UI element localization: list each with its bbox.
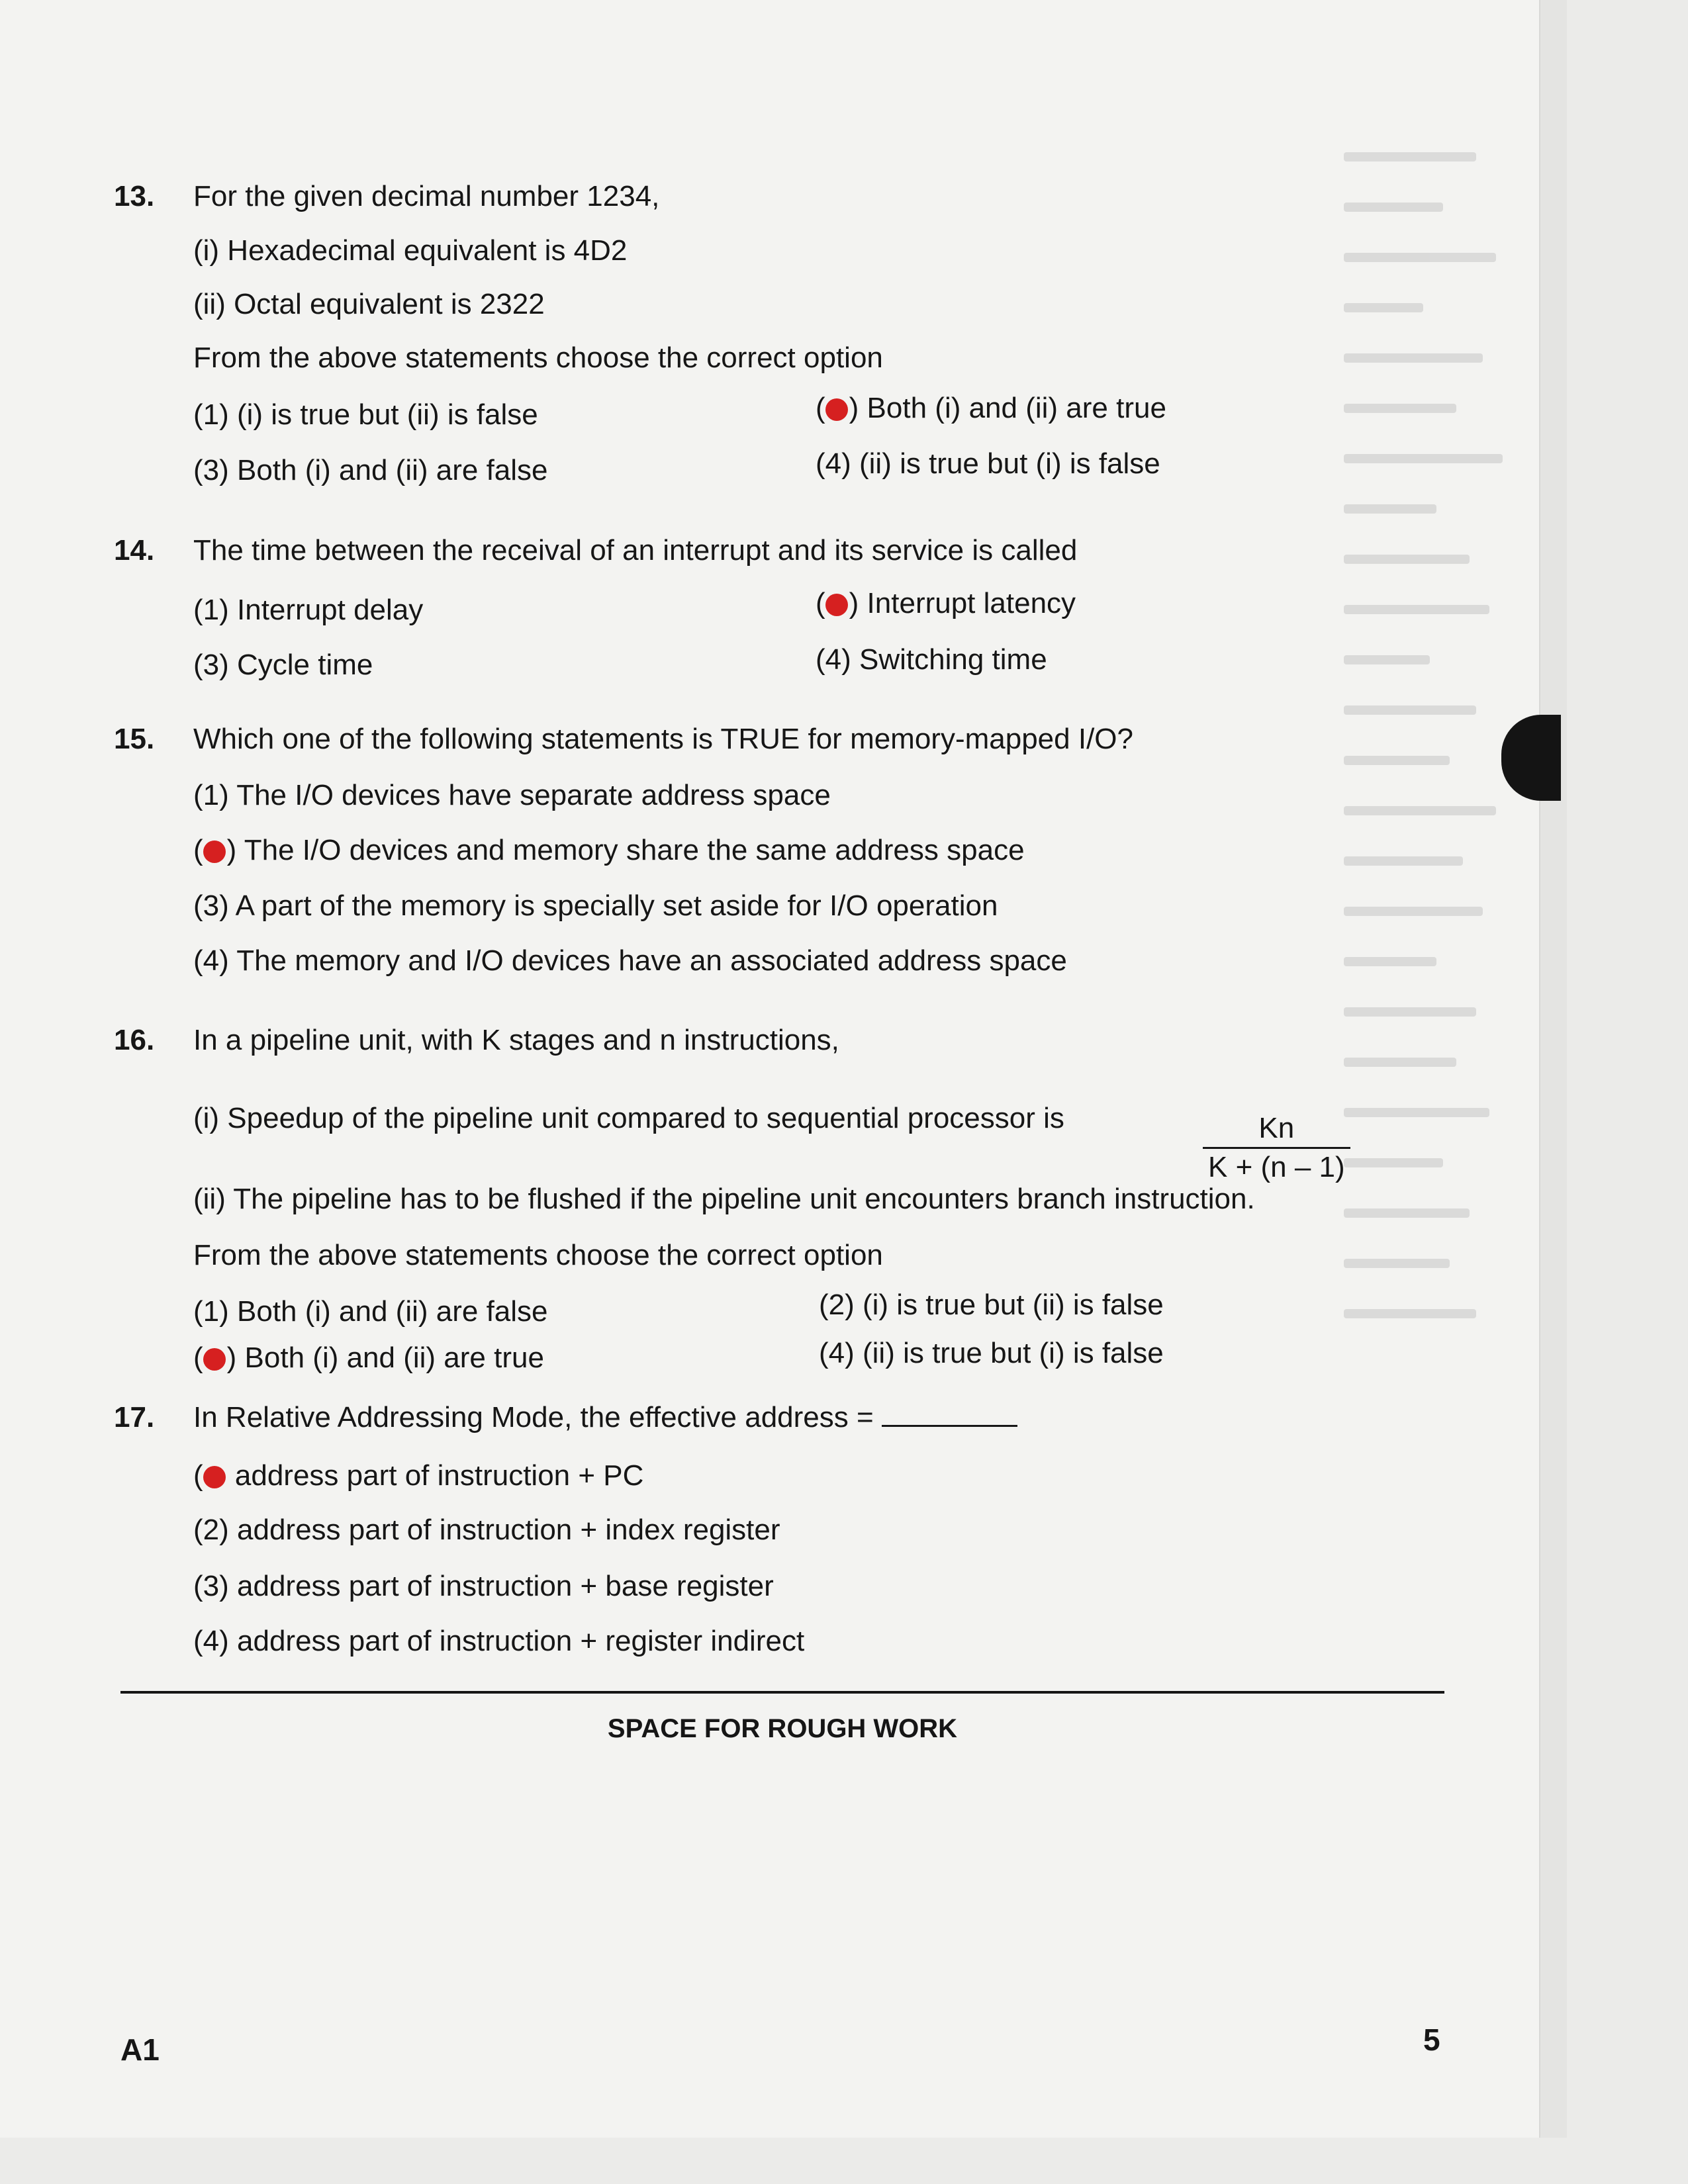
option-4[interactable]: (4) (ii) is true but (i) is false — [819, 1337, 1164, 1369]
instruction-line: From the above statements choose the correct option — [193, 1239, 883, 1271]
rough-work-divider — [120, 1691, 1444, 1694]
instruction-line: From the above statements choose the correct option — [193, 341, 883, 374]
option-1[interactable]: (1) Both (i) and (ii) are false — [193, 1295, 548, 1328]
answer-blank — [882, 1402, 1017, 1427]
option-2-marked[interactable]: ( ) Both (i) and (ii) are true — [816, 392, 1166, 424]
question-stem: In Relative Addressing Mode, the effective address = — [193, 1400, 1017, 1435]
option-3[interactable]: (3) Both (i) and (ii) are false — [193, 454, 548, 486]
answer-mark — [825, 398, 848, 421]
option-2-marked[interactable]: ( ) Interrupt latency — [816, 587, 1076, 619]
answer-mark — [203, 841, 226, 863]
statement-ii: (ii) The pipeline has to be flushed if the pipeline unit encounters branch instruction. — [193, 1183, 1255, 1215]
option-2[interactable]: (2) address part of instruction + index register — [193, 1514, 780, 1546]
option-3[interactable]: (3) A part of the memory is specially set aside for I/O operation — [193, 889, 998, 922]
fraction-numerator: Kn — [1203, 1110, 1350, 1149]
option-1-marked[interactable]: ( address part of instruction + PC — [193, 1459, 644, 1492]
answer-mark — [203, 1348, 226, 1371]
option-4[interactable]: (4) The memory and I/O devices have an associated address space — [193, 944, 1067, 977]
question-number: 16. — [114, 1024, 155, 1056]
question-number: 13. — [114, 180, 155, 212]
option-1[interactable]: (1) (i) is true but (ii) is false — [193, 398, 538, 431]
bleed-through-text — [1344, 152, 1509, 1476]
option-2-marked[interactable]: ( ) The I/O devices and memory share the same address space — [193, 834, 1025, 866]
question-number: 15. — [114, 723, 155, 755]
answer-mark — [825, 594, 848, 616]
statement-ii: (ii) Octal equivalent is 2322 — [193, 288, 545, 320]
rough-work-label: SPACE FOR ROUGH WORK — [607, 1714, 958, 1743]
question-stem: For the given decimal number 1234, — [193, 180, 660, 212]
question-stem: Which one of the following statements is TRUE for memory-mapped I/O? — [193, 723, 1133, 755]
option-3[interactable]: (3) address part of instruction + base register — [193, 1570, 774, 1602]
option-1[interactable]: (1) Interrupt delay — [193, 594, 424, 626]
statement-i: (i) Hexadecimal equivalent is 4D2 — [193, 234, 628, 267]
option-4[interactable]: (4) (ii) is true but (i) is false — [816, 447, 1160, 480]
speedup-fraction — [1203, 1110, 1350, 1186]
statement-i: (i) Speedup of the pipeline unit compared to sequential processor is — [193, 1102, 1064, 1134]
option-2[interactable]: (2) (i) is true but (ii) is false — [819, 1289, 1164, 1321]
paper-code: A1 — [120, 2032, 160, 2067]
fraction-denominator: K + (n – 1) — [1208, 1151, 1345, 1183]
option-3[interactable]: (3) Cycle time — [193, 649, 373, 681]
option-4[interactable]: (4) address part of instruction + register indirect — [193, 1625, 805, 1657]
answer-mark — [203, 1466, 226, 1488]
question-number: 14. — [114, 534, 155, 567]
question-number: 17. — [114, 1401, 155, 1433]
question-stem: In a pipeline unit, with K stages and n instructions, — [193, 1024, 839, 1056]
question-stem: The time between the receival of an interrupt and its service is called — [193, 534, 1078, 567]
option-1[interactable]: (1) The I/O devices have separate address space — [193, 779, 831, 811]
page-number: 5 — [1423, 2023, 1440, 2057]
option-3-marked[interactable]: ( ) Both (i) and (ii) are true — [193, 1342, 544, 1374]
option-4[interactable]: (4) Switching time — [816, 643, 1047, 676]
page-edge — [1539, 0, 1567, 2138]
